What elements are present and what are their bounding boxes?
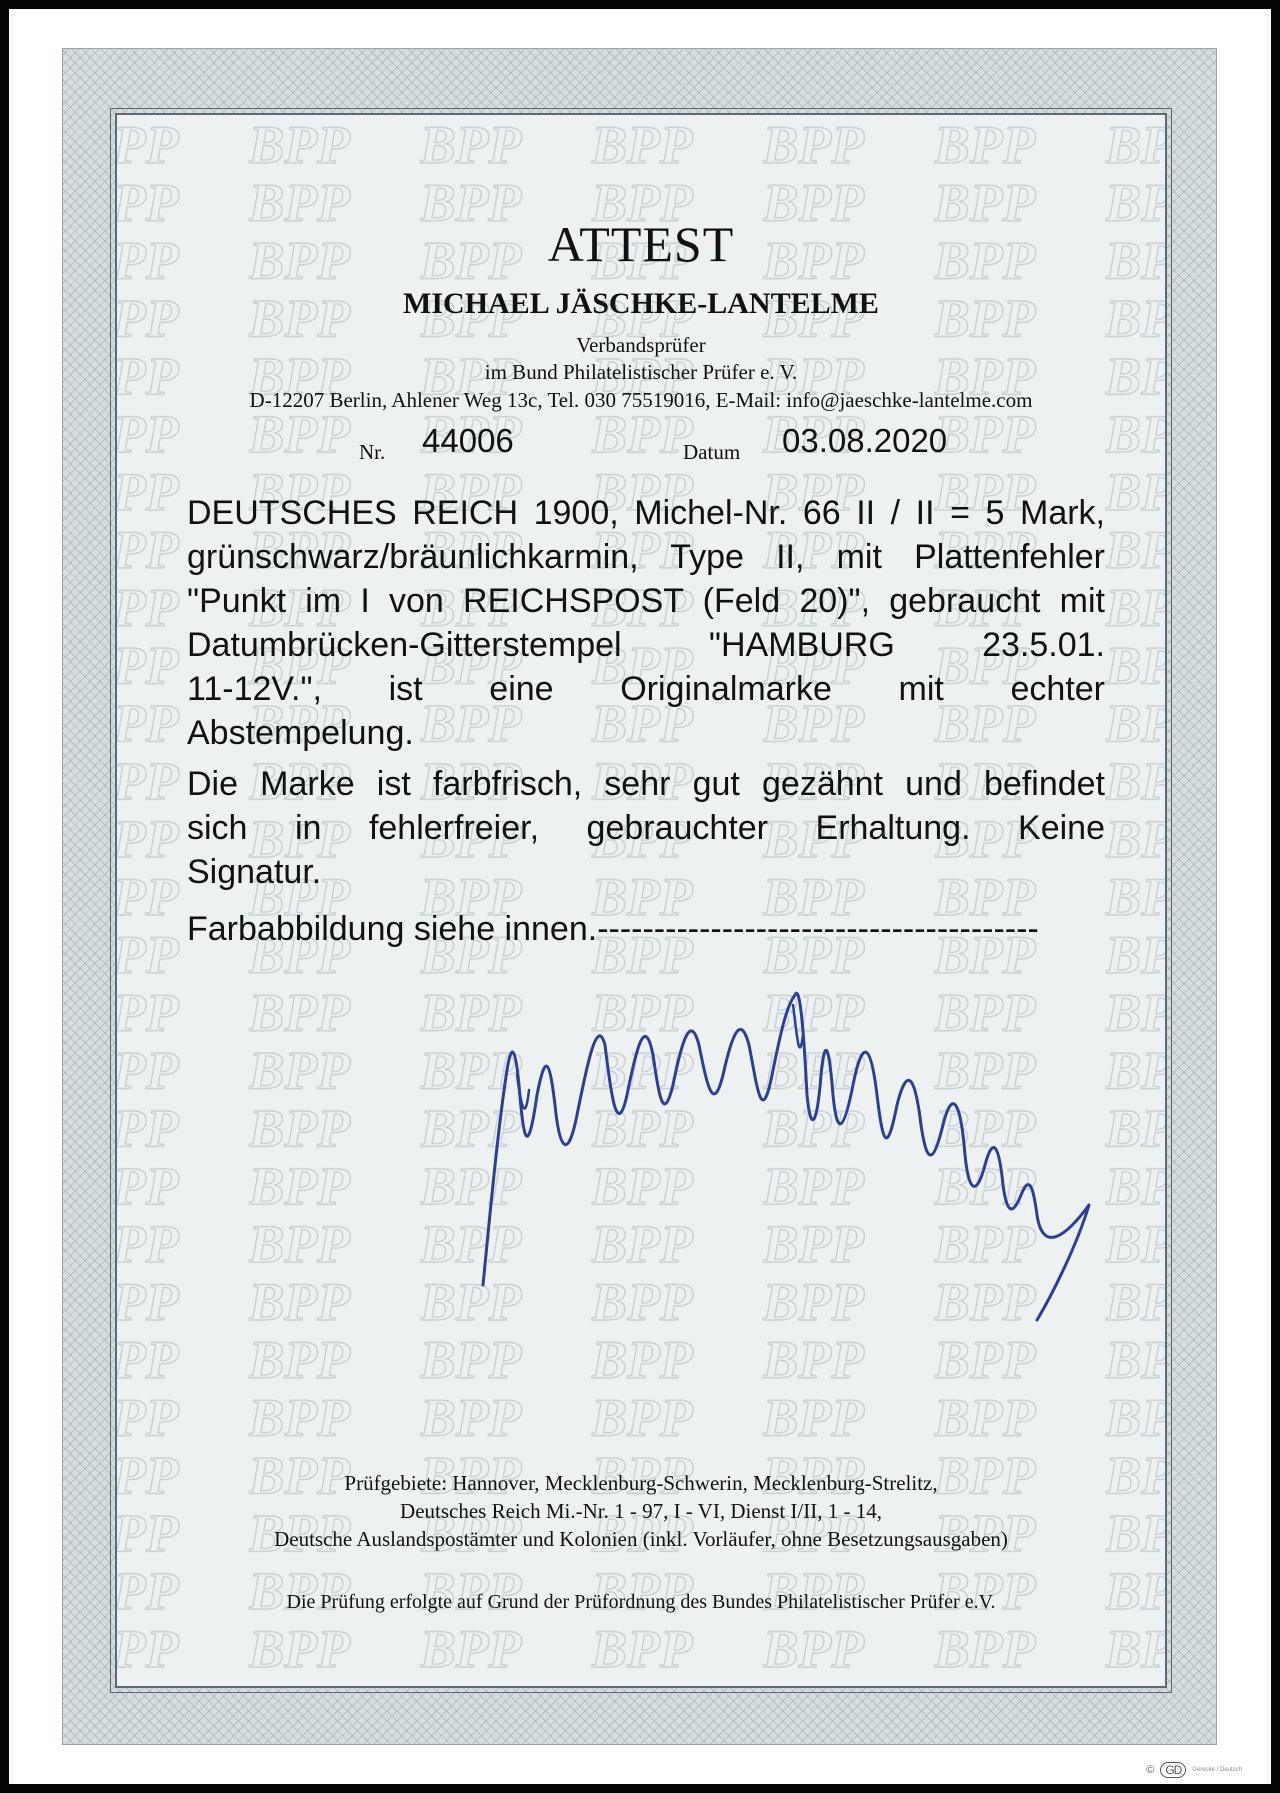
image-note-paragraph (187, 907, 1105, 951)
publisher-logo-icon: GD (1160, 1762, 1186, 1778)
certificate-number-label: Nr. (359, 440, 386, 464)
description-line: grünschwarz/bräunlichkarmin, Type II, mit Plattenfehler (187, 538, 1105, 576)
condition-line: Signatur. (187, 853, 322, 891)
certificate-page (62, 48, 1217, 1745)
certificate-date-value: 03.08.2020 (782, 422, 948, 459)
condition-paragraph (187, 762, 1105, 894)
examiner-role: Verbandsprüfer (576, 333, 706, 357)
condition-line: sich in fehlerfreier, gebrauchter Erhaltung. Keine (187, 809, 1105, 847)
image-note-line: Farbabbildung siehe innen.--------------------------------------- (187, 910, 1039, 948)
publisher-name: Gerecke / Deutsch (1192, 1767, 1242, 1773)
description-line: Abstempelung. (187, 714, 414, 752)
certificate-date-label: Datum (683, 440, 741, 464)
attest-title: ATTEST (547, 216, 735, 272)
copyright-symbol: © (1146, 1764, 1155, 1776)
footer-regulation-note: Die Prüfung erfolgte auf Grund der Prüfordnung des Bundes Philatelistischer Prüfer e.V. (286, 1591, 996, 1613)
description-line: DEUTSCHES REICH 1900, Michel-Nr. 66 II / II = 5 Mark, (187, 494, 1105, 532)
examiner-name: MICHAEL JÄSCHKE-LANTELME (403, 287, 879, 320)
handwritten-signature (477, 975, 1117, 1355)
stamp-description-paragraph (187, 491, 1105, 755)
certificate-number-value: 44006 (422, 422, 514, 459)
description-line: 11-12V.", ist eine Originalmarke mit echter (187, 670, 1105, 708)
footer-exam-areas-line-2: Deutsches Reich Mi.-Nr. 1 - 97, I - VI, Dienst I/II, 1 - 14, (400, 1499, 882, 1523)
condition-line: Die Marke ist farbfrisch, sehr gut gezähnt und befindet (187, 765, 1105, 803)
examiner-association: im Bund Philatelistischer Prüfer e. V. (484, 360, 798, 384)
certificate-content (117, 115, 1165, 1686)
copyright-mark (1146, 1762, 1242, 1778)
footer-exam-areas-line-1: Prüfgebiete: Hannover, Mecklenburg-Schwerin, Mecklenburg-Strelitz, (344, 1471, 938, 1495)
footer-exam-areas-line-3: Deutsche Auslandspostämter und Kolonien (inkl. Vorläufer, ohne Besetzungsausgaben) (274, 1527, 1008, 1551)
description-line: "Punkt im I von REICHSPOST (Feld 20)", gebraucht mit (187, 582, 1105, 620)
certificate-inner-panel (115, 113, 1167, 1688)
examiner-address: D-12207 Berlin, Ahlener Weg 13c, Tel. 030 75519016, E-Mail: info@jaeschke-lantelme.com (249, 388, 1033, 412)
description-line: Datumbrücken-Gitterstempel "HAMBURG 23.5.01. (187, 626, 1105, 664)
